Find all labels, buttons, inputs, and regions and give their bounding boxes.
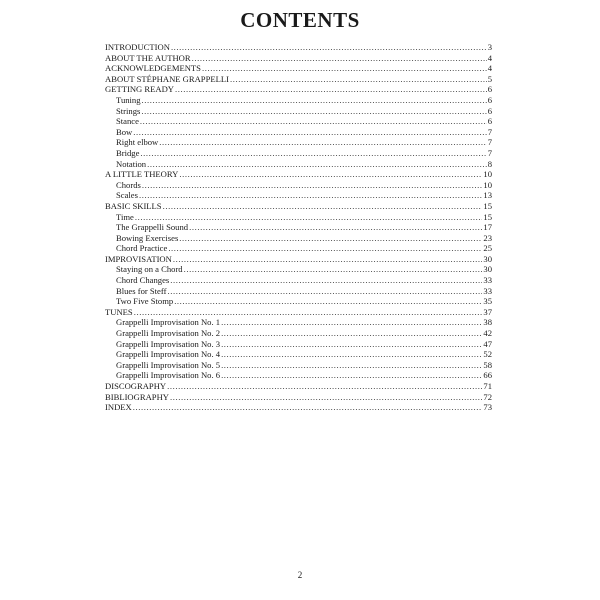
toc-dot-leader [221,328,482,339]
toc-entry [105,254,492,265]
toc-entry-page: 23 [483,232,492,243]
toc-entry [105,137,492,148]
toc-entry [105,169,492,180]
toc-dot-leader [159,137,486,148]
toc-entry [105,201,492,212]
toc-entry-page: 5 [487,73,492,84]
toc-entry-label: ABOUT THE AUTHOR [105,52,191,63]
toc-entry [105,190,492,201]
toc-entry-label: Chord Practice [116,243,168,254]
toc-entry-label: Chord Changes [116,275,170,286]
toc-entry-page: 42 [483,328,492,339]
toc-dot-leader [221,370,482,381]
toc-entry-page: 7 [487,126,492,137]
toc-entry [105,243,492,254]
toc-dot-leader [221,339,482,350]
toc-dot-leader [170,392,482,403]
toc-dot-leader [174,296,482,307]
toc-entry-page: 10 [483,179,492,190]
toc-dot-leader [189,222,482,233]
toc-entry-page: 33 [483,285,492,296]
toc-entry-page: 38 [483,317,492,328]
toc-entry [105,349,492,360]
toc-entry-label: Grappelli Improvisation No. 2 [116,328,221,339]
toc-dot-leader [170,275,482,286]
toc-entry [105,286,492,297]
toc-dot-leader [171,42,487,53]
toc-entry-page: 52 [483,349,492,360]
toc-entry-label: BIBLIOGRAPHY [105,391,169,402]
toc-entry-label: INTRODUCTION [105,42,170,52]
toc-entry-label: Bridge [116,147,140,158]
toc-entry [105,339,492,350]
toc-dot-leader [147,159,487,170]
toc-entry-page: 8 [487,158,492,169]
toc-entry-label: Scales [116,190,138,201]
toc-entry-label: Two Five Stomp [116,296,174,307]
toc-entry [105,180,492,191]
toc-entry [105,53,492,64]
toc-entry-page: 7 [487,147,492,158]
toc-entry-label: Time [116,211,134,222]
toc-dot-leader [175,84,487,95]
toc-entry-label: The Grappelli Sound [116,222,189,233]
toc-entry-page: 15 [483,200,492,211]
toc-entry-page: 4 [487,63,492,74]
toc-dot-leader [184,264,483,275]
toc-dot-leader [134,307,483,318]
toc-entry-page: 37 [483,306,492,317]
toc-entry-page: 17 [483,222,492,233]
page-title: CONTENTS [240,8,360,32]
toc-entry [105,392,492,403]
toc-entry [105,212,492,223]
toc-entry-label: Notation [116,158,147,169]
toc-entry-page: 47 [483,338,492,349]
toc-entry-label: Chords [116,179,141,190]
toc-entry [105,116,492,127]
toc-entry-label: Strings [116,105,141,116]
toc-dot-leader [142,95,487,106]
toc-entry [105,127,492,138]
toc-dot-leader [167,286,482,297]
toc-dot-leader [163,201,483,212]
toc-entry [105,42,492,53]
toc-entry [105,402,492,413]
toc-entry-page: 66 [483,370,492,381]
toc-entry [105,63,492,74]
toc-entry-label: BASIC SKILLS [105,200,162,211]
toc-entry [105,74,492,85]
toc-entry [105,381,492,392]
toc-dot-leader [168,243,482,254]
toc-entry [105,317,492,328]
toc-dot-leader [167,381,482,392]
toc-dot-leader [179,233,482,244]
toc-entry [105,307,492,318]
toc-entry-page: 30 [483,264,492,275]
toc-entry-label: A LITTLE THEORY [105,169,179,180]
toc-dot-leader [173,254,483,265]
toc-dot-leader [202,63,487,74]
toc-entry-label: Grappelli Improvisation No. 5 [116,359,221,370]
toc-entry-label: INDEX [105,402,132,413]
toc-entry-page: 3 [487,42,492,52]
toc-entry [105,106,492,117]
toc-entry-page: 15 [483,211,492,222]
toc-entry-page: 13 [483,190,492,201]
toc-dot-leader [135,212,483,223]
toc-entry [105,360,492,371]
toc-entry-page: 35 [483,296,492,307]
toc-entry [105,233,492,244]
toc-entry-label: DISCOGRAPHY [105,381,167,391]
toc-entry [105,222,492,233]
toc-entry [105,159,492,170]
toc-entry-label: IMPROVISATION [105,253,172,264]
toc-entry-label: Right elbow [116,137,159,148]
table-of-contents [105,42,492,413]
toc-entry [105,328,492,339]
toc-entry-page: 73 [483,402,492,413]
toc-entry-page: 6 [487,84,492,95]
toc-entry-label: GETTING READY [105,84,174,95]
toc-entry-page: 30 [483,253,492,264]
toc-dot-leader [142,180,483,191]
toc-entry-page: 6 [487,116,492,127]
toc-entry-page: 33 [483,275,492,286]
toc-entry-label: Grappelli Improvisation No. 1 [116,317,221,328]
toc-entry-label: Stance [116,116,139,127]
toc-entry-page: 58 [483,359,492,370]
toc-entry-page: 10 [483,169,492,180]
toc-entry-page: 25 [483,243,492,254]
toc-dot-leader [192,53,487,64]
toc-entry-label: Grappelli Improvisation No. 6 [116,370,221,381]
toc-entry-page: 71 [483,381,492,391]
toc-entry-page: 6 [487,94,492,105]
toc-entry-label: Staying on a Chord [116,264,183,275]
toc-entry [105,296,492,307]
toc-dot-leader [179,169,482,180]
toc-entry-label: ACKNOWLEDGEMENTS [105,63,201,74]
toc-dot-leader [139,190,482,201]
toc-dot-leader [221,360,482,371]
toc-entry [105,275,492,286]
toc-entry [105,95,492,106]
toc-entry-label: TUNES [105,306,133,317]
toc-entry-label: Tuning [116,94,141,105]
toc-entry-label: Bowing Exercises [116,232,179,243]
toc-entry [105,84,492,95]
toc-dot-leader [221,317,482,328]
toc-entry-page: 7 [487,137,492,148]
toc-dot-leader [221,349,482,360]
toc-dot-leader [133,127,486,138]
toc-entry [105,264,492,275]
toc-entry-page: 4 [487,52,492,63]
toc-dot-leader [133,402,483,413]
toc-entry-page: 72 [483,391,492,402]
toc-entry-label: Bow [116,126,133,137]
toc-dot-leader [140,148,486,159]
toc-entry-label: Grappelli Improvisation No. 4 [116,349,221,360]
toc-entry-page: 6 [487,105,492,116]
toc-dot-leader [230,74,487,85]
page-number: 2 [297,570,303,580]
toc-entry-label: Grappelli Improvisation No. 3 [116,338,221,349]
toc-entry-label: ABOUT STÉPHANE GRAPPELLI [105,73,229,84]
toc-entry [105,370,492,381]
toc-entry-label: Blues for Steff [116,285,167,296]
toc-dot-leader [140,116,487,127]
toc-entry [105,148,492,159]
toc-dot-leader [141,106,486,117]
